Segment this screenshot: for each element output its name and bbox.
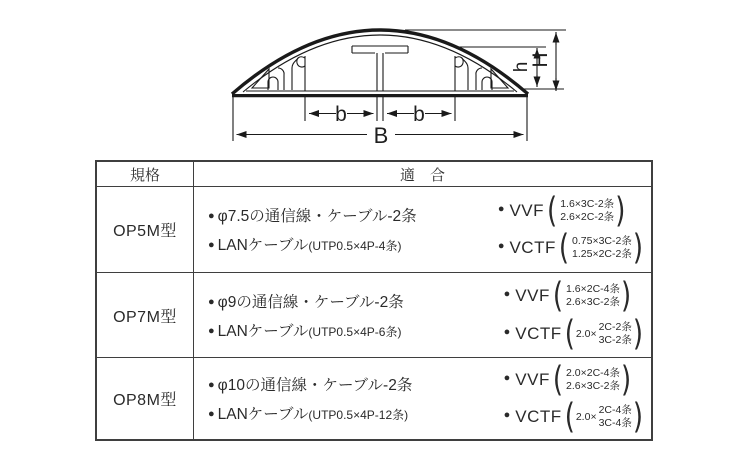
bullet-icon: ● [208,324,215,337]
vctf-entry [503,313,643,354]
usage-line [208,204,460,226]
cable-type: VCTF [515,323,562,343]
paren-open: ( [552,276,564,317]
spec-bottom: 2.6×2C-2条 [560,210,615,223]
paren-open: ( [547,190,558,232]
cable-usage-list [208,373,460,424]
spec-top: 1.6×3C-2条 [560,197,615,210]
label-h: h [511,61,532,73]
wire-spec-list [503,359,643,438]
wire-spec-list [497,190,643,269]
label-B: B [373,123,389,148]
spec-prefix: 2.0× [575,411,597,424]
header-fit [194,162,651,187]
spec-paren-group [552,359,632,401]
paren-close: ) [615,190,626,232]
vvf-entry [503,359,643,401]
wire-spec-list [503,276,643,354]
bullet-icon: ● [208,239,215,251]
spec-stack [599,321,632,347]
usage-line [208,233,460,255]
bullet-icon: ● [497,240,505,253]
label-b-right: b [413,103,425,126]
table-row-apply [194,358,651,439]
paren-open: ( [564,313,575,354]
header-spec [97,162,194,187]
paren-close: ) [621,359,632,401]
paren-close: ) [621,276,632,317]
header-fit-label: 適 合 [399,166,445,184]
label-b-left: b [335,103,347,126]
profile-outline [232,30,528,96]
usage-text: LANケーブル [217,322,309,340]
spec-bottom: 2.6×3C-2条 [566,296,621,309]
usage-text: φ10の通信線・ケーブル-2条 [217,377,413,394]
profile-interior [243,35,517,92]
spec-prefix: 2.0× [575,327,597,340]
paren-open: ( [558,227,570,269]
model-name: OP8M型 [113,392,177,409]
model-name: OP7M型 [113,308,177,326]
vvf-entry [503,276,643,317]
model-name: OP5M型 [113,223,177,240]
spec-table [95,160,653,441]
spec-top: 0.75×3C-2条 [572,235,632,247]
usage-text: φ7.5の通信線・ケーブル-2条 [217,208,417,225]
spec-stack [566,283,620,309]
cable-type: VVF [509,200,545,220]
usage-text: LANケーブル [217,406,309,423]
bullet-icon: ● [503,371,511,384]
spec-top: 2C-4条 [598,404,632,416]
spec-top: 1.6×2C-4条 [566,283,621,296]
usage-line [208,290,460,312]
table-row-apply [194,187,651,273]
usage-text: LANケーブル [217,237,309,254]
bullet-icon: ● [497,202,505,215]
table-row-apply [194,273,651,358]
usage-detail: (UTP0.5×4P-12条) [308,408,409,422]
spec-bottom: 3C-2条 [598,333,632,346]
spec-stack [572,235,632,261]
spec-paren-group [564,313,643,354]
cable-type: VCTF [509,238,556,258]
paren-close: ) [632,227,643,269]
spec-stack [566,367,620,393]
spec-top: 2.0×2C-4条 [566,366,621,379]
usage-detail: (UTP0.5×4P-6条) [308,324,402,339]
bullet-icon: ● [208,210,215,222]
spec-stack [599,404,632,430]
cable-usage-list [208,290,460,341]
spec-bottom: 3C-4条 [598,417,632,430]
vvf-entry [497,190,643,232]
paren-open: ( [564,396,575,438]
bullet-icon: ● [208,379,215,391]
cross-section-diagram [0,0,750,152]
usage-line [208,373,460,395]
label-H: H [529,52,552,68]
cable-type: VCTF [515,407,562,427]
table-row-model [97,273,194,358]
usage-line [208,402,460,424]
header-spec-label: 規格 [129,166,160,184]
vctf-entry [497,227,643,269]
bullet-icon: ● [208,295,215,308]
spec-bottom: 2.6×3C-2条 [566,379,621,392]
bullet-icon: ● [503,288,511,301]
dimension-b [305,97,455,121]
spec-stack [560,198,614,224]
spec-paren-group [547,190,626,232]
spec-bottom: 1.25×2C-2条 [572,248,632,261]
paren-open: ( [552,359,564,401]
cable-type: VVF [515,369,550,389]
paren-close: ) [632,313,643,354]
spec-paren-group [552,276,632,317]
usage-detail: (UTP0.5×4P-4条) [308,239,402,253]
cable-type: VVF [515,286,550,306]
spec-paren-group [558,227,643,269]
bullet-icon: ● [503,409,511,422]
usage-text: φ9の通信線・ケーブル-2条 [217,293,404,311]
bullet-icon: ● [208,408,215,420]
table-row-model [97,187,194,273]
paren-close: ) [632,396,643,438]
bullet-icon: ● [503,325,511,338]
table-row-model [97,358,194,439]
spec-top: 2C-2条 [598,320,632,333]
usage-line [208,319,460,341]
spec-paren-group [564,396,643,438]
cable-usage-list [208,204,460,255]
vctf-entry [503,396,643,438]
